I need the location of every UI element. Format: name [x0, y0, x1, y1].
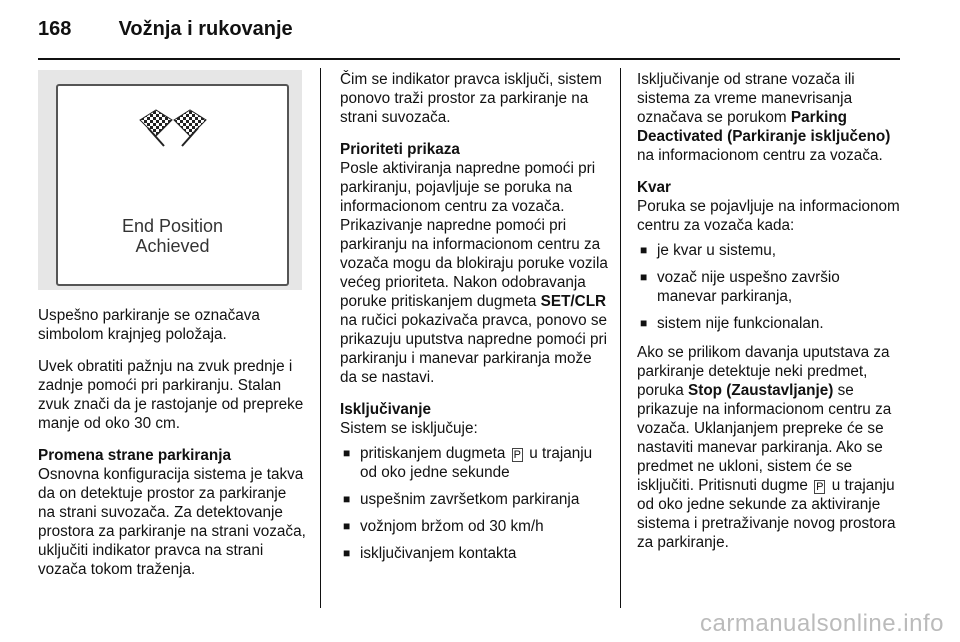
paragraph: Posle aktiviranja napredne pomoći pri parkiranju, pojavljuje se poruka na informacionom centru za vozača. Prikazivanje napredne pomoći pri parkiranju na informacionom centru za vozača mogu da blokiraju poruke vozila većeg prioriteta. Nakon odobravanja poruke pritiskanjem dugmeta SET/CLR na ručici pokazivača pravca, ponovo se prikazuju uputstva napredne pomoći pri parkiranju i manevar parkiranja može da se nastavi. [340, 160, 608, 386]
column-divider-1 [320, 68, 321, 608]
message-name: Stop (Zaustavljanje) [688, 382, 834, 399]
section-heading: Isključivanje [340, 401, 431, 418]
column-2 [340, 70, 608, 573]
parking-button-icon: P [513, 449, 521, 461]
section-heading: Kvar [637, 179, 672, 196]
list-item: ■ je kvar u sistemu, [640, 242, 777, 259]
list [340, 444, 608, 563]
column-divider-2 [620, 68, 621, 608]
page-number: 168 [38, 18, 72, 40]
paragraph: Ako se prilikom davanja uputstava za parkiranje detektuje neki predmet, poruka Stop (Zaustavljanje) se prikazuje na informacionom centru za vozača. Uklanjanjem prepreke će se nastaviti manevar parkiranja. Ako se predmet ne ukloni, sistem će se isključiti. Pritisnuti dugme P u trajanju od oko jedne sekunde za aktiviranje sistema i pretraživanje novog prostora za parkiranje. [637, 344, 896, 551]
display-message [58, 216, 287, 256]
section-heading: Promena strane parkiranja [38, 447, 231, 464]
list-item: ■ isključivanjem kontakta [343, 545, 517, 562]
list-item: ■ vožnjom bržom od 30 km/h [343, 518, 544, 535]
paragraph: Osnovna konfiguracija sistema je takva da on detektuje prostor za parkiranje na strani suvozača. Za detektovanje prostora za parkiranje na strani vozača, uključiti indikator pravca na strani vozača tokom traženja. [38, 466, 306, 578]
paragraph: Poruka se pojavljuje na informacionom centru za vozača kada: [637, 198, 900, 234]
paragraph: Isključivanje od strane vozača ili sistema za vreme manevrisanja označava se porukom Parking Deactivated (Parkiranje isključeno) na informacionom centru za vozača. [637, 71, 891, 164]
page-header [38, 18, 293, 41]
message-name: Parking Deactivated (Parkiranje isključeno) [637, 109, 891, 145]
parking-button-icon: P [816, 481, 824, 493]
list-item: ■ sistem nije funkcionalan. [640, 315, 824, 332]
section-heading: Prioriteti prikaza [340, 141, 460, 158]
display-line-1: End Position [121, 216, 224, 236]
display-line-2: Achieved [135, 236, 210, 256]
list-item: ■ pritiskanjem dugmeta P u trajanju od oko jedne sekunde [343, 445, 593, 481]
button-name: SET/CLR [540, 293, 607, 310]
header-rule [38, 58, 900, 60]
paragraph: Sistem se isključuje: [340, 420, 478, 437]
paragraph: Uvek obratiti pažnju na zvuk prednje i zadnje pomoći pri parkiranju. Stalan zvuk znači da je rastojanje od prepreke manje od oko 30 cm. [38, 358, 304, 432]
page-title: Vožnja i rukovanje [118, 18, 293, 40]
watermark: carmanualsonline.info [700, 610, 944, 637]
column-1 [38, 306, 306, 592]
list-item: ■ vozač nije uspešno završio manevar parkiranja, [640, 269, 840, 305]
info-display-screen [56, 84, 289, 286]
checkered-flags-icon [138, 108, 208, 148]
list [637, 241, 901, 333]
paragraph: Čim se indikator pravca isključi, sistem ponovo traži prostor za parkiranje na strani suvozača. [340, 71, 602, 126]
paragraph: Uspešno parkiranje se označava simbolom krajnjeg položaja. [38, 307, 260, 343]
column-3 [637, 70, 901, 565]
list-item: ■ uspešnim završetkom parkiranja [343, 491, 580, 508]
